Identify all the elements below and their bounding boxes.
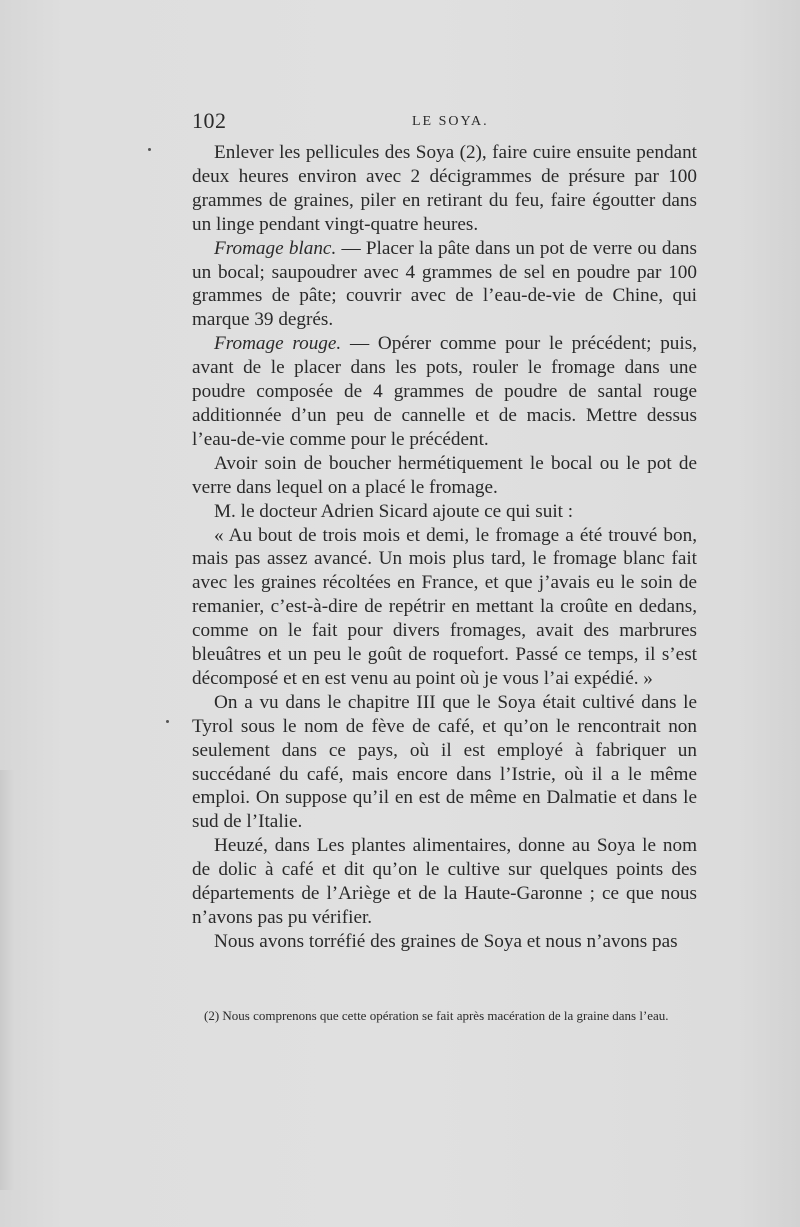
paragraph (192, 524, 697, 691)
paragraph-text: « Au bout de trois mois et demi, le fromage a été trouvé bon, mais pas assez avancé. Un mois plus tard, le fromage blanc fait avec les graines récoltées en France, et que j’avais eu le soin de remanier, c’est-à-dire de repétrir en mettant la croûte en dedans, comme on le fait pour divers fromages, avait des marbrures bleuâtres et un peu le goût de roquefort. Passé ce temps, il s’est décomposé et en est venu au point où je vous l’ai expédié. » (192, 524, 697, 689)
paragraph (192, 691, 697, 834)
paragraph-text: Enlever les pellicules des Soya (2), faire cuire ensuite pendant deux heures environ avec 2 décigrammes de présure par 100 grammes de graines, piler en retirant du feu, faire égoutter dans un linge pendant vingt-quatre heures. (192, 142, 697, 235)
paragraph (192, 500, 697, 524)
paragraph-text: Nous avons torréfié des graines de Soya et nous n’avons pas (214, 930, 678, 952)
paragraph (192, 834, 697, 930)
page-header (192, 108, 697, 134)
body-text (192, 141, 697, 954)
footnote-text: (2) Nous comprenons que cette opération se fait après macération de la graine dans l’eau. (204, 1008, 669, 1023)
paragraph (192, 332, 697, 452)
paragraph-lead: Fromage rouge. (214, 333, 342, 355)
ink-speck (148, 148, 151, 151)
paragraph-text: — Opérer comme pour le précédent; puis, avant de le placer dans les pots, rouler le fromage dans une poudre composée de 4 grammes de poudre de santal rouge additionnée d’un peu de cannelle et de macis. Mettre dessus l’eau-de-vie comme pour le précédent. (192, 333, 697, 450)
paragraph (192, 141, 697, 237)
paragraph (192, 930, 697, 954)
footnote (192, 1008, 697, 1024)
paragraph-text: Avoir soin de boucher hermétiquement le bocal ou le pot de verre dans lequel on a placé le fromage. (192, 452, 697, 498)
page-edge-shadow (0, 770, 14, 1190)
page-number: 102 (192, 108, 227, 133)
paragraph-text: — Placer la pâte dans un pot de verre ou dans un bocal; saupoudrer avec 4 grammes de sel en poudre par 100 grammes de pâte; couvrir avec de l’eau-de-vie de Chine, qui marque 39 degrés. (192, 237, 697, 331)
paragraph-text: Heuzé, dans Les plantes alimentaires, donne au Soya le nom de dolic à café et dit qu’on le cultive sur quelques points des départements de l’Ariège et de la Haute-Garonne ; ce que nous n’avons pas pu vérifier. (192, 835, 697, 928)
paragraph-lead: Fromage blanc. (214, 237, 337, 259)
ink-speck (166, 720, 169, 723)
running-title: LE SOYA. (412, 114, 489, 129)
paragraph (192, 452, 697, 500)
paragraph-text: M. le docteur Adrien Sicard ajoute ce qui suit : (214, 500, 574, 522)
paragraph (192, 237, 697, 333)
paragraph-text: On a vu dans le chapitre III que le Soya était cultivé dans le Tyrol sous le nom de fève de café, et qu’on le rencontrait non seulement dans ce pays, où il est employé à fabriquer un succédané du café, mais encore dans l’Istrie, où il a le même emploi. On suppose qu’il en est de même en Dalmatie et dans le sud de l’Italie. (192, 691, 697, 833)
